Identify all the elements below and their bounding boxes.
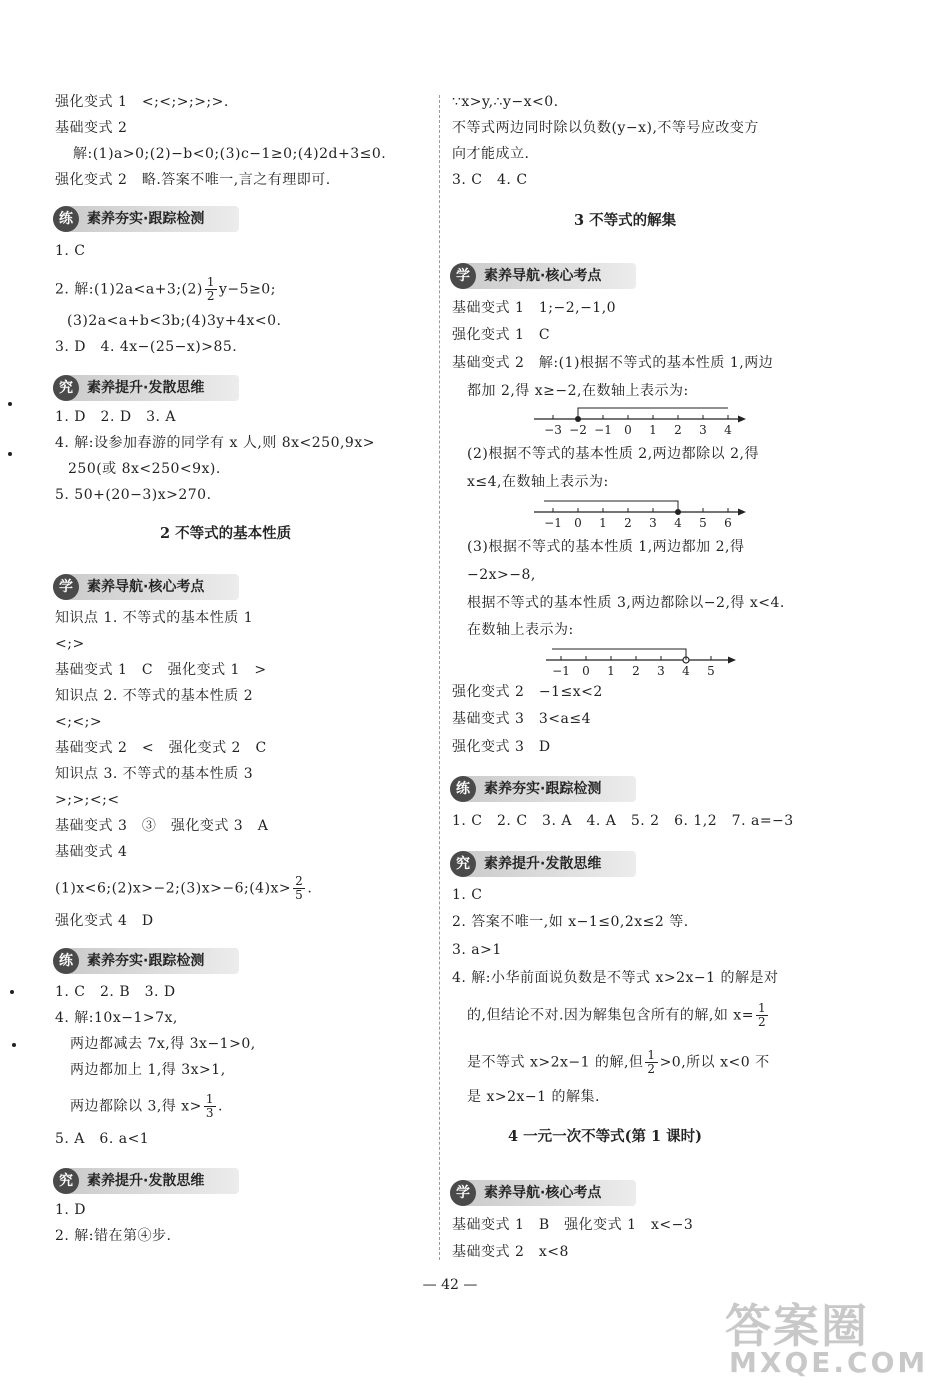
answer-line: 知识点 2. 不等式的基本性质 2 xyxy=(55,688,254,704)
column-divider xyxy=(439,95,440,1260)
answer-line: <;> xyxy=(55,636,85,652)
answer-line: 知识点 3. 不等式的基本性质 3 xyxy=(55,766,254,782)
badge-label: 素养夯实·跟踪检测 xyxy=(87,953,205,969)
answer-line: 1. C 2. B 3. D xyxy=(55,984,176,1000)
answer-line: 基础变式 2 解:(1)根据不等式的基本性质 1,两边 xyxy=(452,355,774,371)
answer-line: 两边都除以 3,得 x> $\frac{1}{3}$ . xyxy=(70,1092,223,1120)
answer-line: 是不等式 x>2x−1 的解,但 $\frac{1}{2}$ >0,所以 x<0 不 xyxy=(467,1048,770,1076)
badge-label: 素养导航·核心考点 xyxy=(484,1185,602,1201)
practice-icon: 练 xyxy=(53,206,79,232)
answer-line: (3)2a<a+b<3b;(4)3y+4x<0. xyxy=(67,313,282,329)
answer-line: <;<;> xyxy=(55,714,103,730)
number-line-label: 0 xyxy=(624,423,632,437)
number-line-label: 1 xyxy=(599,516,607,530)
number-line-label: −1 xyxy=(552,664,570,678)
number-line-label: 4 xyxy=(682,664,690,678)
answer-line: (3)根据不等式的基本性质 1,两边都加 2,得 xyxy=(467,539,745,555)
answer-line: 3. C 4. C xyxy=(452,172,528,188)
answer-line: (1)x<6;(2)x>−2;(3)x>−6;(4)x> $\frac{2}{5}$ . xyxy=(55,874,313,902)
answer-line: 是 x>2x−1 的解集. xyxy=(467,1089,600,1105)
number-line-label: 2 xyxy=(674,423,682,437)
answer-line: 基础变式 2 < 强化变式 2 C xyxy=(55,740,267,756)
section-badge-explore xyxy=(53,1168,239,1194)
margin-mark xyxy=(8,452,12,456)
answer-line: 2. 答案不唯一,如 x−1≤0,2x≤2 等. xyxy=(452,914,689,930)
number-line-label: 3 xyxy=(699,423,707,437)
answer-line: 强化变式 3 D xyxy=(452,739,551,755)
answer-line: 1. C 2. C 3. A 4. A 5. 2 6. 1,2 7. a=−3 xyxy=(452,813,794,829)
answer-line: 强化变式 2 −1≤x<2 xyxy=(452,684,603,700)
number-line-label: 2 xyxy=(632,664,640,678)
margin-mark xyxy=(10,990,14,994)
badge-label: 素养夯实·跟踪检测 xyxy=(87,211,205,227)
section-badge-practice xyxy=(450,776,636,802)
answer-line: 1. C xyxy=(452,887,483,903)
number-line-label: 4 xyxy=(674,516,682,530)
number-line-2 xyxy=(528,496,758,532)
section-badge-learn xyxy=(53,574,239,600)
number-line-label: 5 xyxy=(699,516,707,530)
number-line-label: −1 xyxy=(544,516,562,530)
answer-line: 1. C xyxy=(55,243,86,259)
answer-line: 基础变式 2 x<8 xyxy=(452,1244,569,1260)
learn-icon: 学 xyxy=(450,263,476,289)
explore-icon: 究 xyxy=(53,375,79,401)
answer-line: 解:(1)a>0;(2)−b<0;(3)c−1≥0;(4)2d+3≤0. xyxy=(73,146,387,162)
badge-label: 素养提升·发散思维 xyxy=(87,1173,205,1189)
badge-label: 素养导航·核心考点 xyxy=(484,268,602,284)
answer-line: −2x>−8, xyxy=(467,567,536,583)
answer-line: 向才能成立. xyxy=(452,146,530,162)
answer-line: 强化变式 2 略.答案不唯一,言之有理即可. xyxy=(55,172,331,188)
answer-line: 3. a>1 xyxy=(452,942,502,958)
margin-mark xyxy=(8,402,12,406)
section-badge-practice xyxy=(53,948,239,974)
badge-label: 素养导航·核心考点 xyxy=(87,579,205,595)
section-badge-explore xyxy=(53,375,239,401)
watermark-logo: 答案圈 MXQE.COM xyxy=(725,1299,928,1379)
answer-line: 基础变式 1 1;−2,−1,0 xyxy=(452,300,617,316)
learn-icon: 学 xyxy=(450,1180,476,1206)
answer-line: 强化变式 4 D xyxy=(55,913,154,929)
answer-line: 基础变式 3 3<a≤4 xyxy=(452,711,591,727)
section-badge-practice xyxy=(53,206,239,232)
margin-mark xyxy=(12,1043,16,1047)
answer-line: 基础变式 1 B 强化变式 1 x<−3 xyxy=(452,1217,694,1233)
section-badge-explore xyxy=(450,851,636,877)
answer-line: 4. 解:小华前面说负数是不等式 x>2x−1 的解是对 xyxy=(452,970,779,986)
answer-line: 1. D xyxy=(55,1202,87,1218)
answer-line: 都加 2,得 x≥−2,在数轴上表示为: xyxy=(467,383,689,399)
answer-line: (2)根据不等式的基本性质 2,两边都除以 2,得 xyxy=(467,446,759,462)
answer-line: 两边都加上 1,得 3x>1, xyxy=(70,1062,226,1078)
page-number: — 42 — xyxy=(422,1277,478,1293)
number-line-label: −1 xyxy=(594,423,612,437)
number-line-3 xyxy=(540,644,750,680)
answer-line: 基础变式 3 ③ 强化变式 3 A xyxy=(55,818,269,834)
section-title: 2 不等式的基本性质 xyxy=(160,525,292,542)
number-line-1 xyxy=(528,403,758,439)
answer-line: 基础变式 4 xyxy=(55,844,128,860)
answer-line: 4. 解:设参加春游的同学有 x 人,则 8x<250,9x> xyxy=(55,435,375,451)
number-line-label: 2 xyxy=(624,516,632,530)
answer-line: 5. A 6. a<1 xyxy=(55,1131,150,1147)
answer-line: 知识点 1. 不等式的基本性质 1 xyxy=(55,610,254,626)
number-line-label: 4 xyxy=(724,423,732,437)
answer-line: 强化变式 1 C xyxy=(452,327,551,343)
badge-label: 素养提升·发散思维 xyxy=(484,856,602,872)
badge-label: 素养提升·发散思维 xyxy=(87,380,205,396)
number-line-label: −3 xyxy=(544,423,562,437)
number-line-label: 6 xyxy=(724,516,732,530)
learn-icon: 学 xyxy=(53,574,79,600)
answer-line: 强化变式 1 <;<;>;>;>. xyxy=(55,94,229,110)
number-line-label: 1 xyxy=(607,664,615,678)
answer-line: 两边都减去 7x,得 3x−1>0, xyxy=(70,1036,256,1052)
answer-line: 的,但结论不对.因为解集包含所有的解,如 x= $\frac{1}{2}$ xyxy=(467,1001,767,1029)
answer-line: 不等式两边同时除以负数(y−x),不等号应改变方 xyxy=(452,120,759,136)
number-line-label: 0 xyxy=(582,664,590,678)
answer-line: x≤4,在数轴上表示为: xyxy=(467,474,609,490)
answer-line: >;>;<;< xyxy=(55,792,120,808)
answer-line: 250(或 8x<250<9x). xyxy=(68,461,221,477)
answer-line: ∵x>y,∴y−x<0. xyxy=(452,94,559,110)
answer-line: 4. 解:10x−1>7x, xyxy=(55,1010,178,1026)
number-line-label: 1 xyxy=(649,423,657,437)
answer-line: 2. 解:(1)2a<a+3;(2) $\frac{1}{2}$ y−5≥0; xyxy=(55,275,276,303)
explore-icon: 究 xyxy=(53,1168,79,1194)
number-line-label: 5 xyxy=(707,664,715,678)
answer-line: 根据不等式的基本性质 3,两边都除以−2,得 x<4. xyxy=(467,595,785,611)
answer-line: 在数轴上表示为: xyxy=(467,622,574,638)
answer-line: 基础变式 2 xyxy=(55,120,128,136)
practice-icon: 练 xyxy=(53,948,79,974)
explore-icon: 究 xyxy=(450,851,476,877)
answer-line: 5. 50+(20−3)x>270. xyxy=(55,487,212,503)
answer-line: 2. 解:错在第④步. xyxy=(55,1228,172,1244)
answer-line: 3. D 4. 4x−(25−x)>85. xyxy=(55,339,238,355)
answer-line: 1. D 2. D 3. A xyxy=(55,409,176,425)
section-title: 3 不等式的解集 xyxy=(574,212,677,229)
section-badge-learn xyxy=(450,263,636,289)
number-line-label: 3 xyxy=(657,664,665,678)
answer-line: 基础变式 1 C 强化变式 1 > xyxy=(55,662,267,678)
practice-icon: 练 xyxy=(450,776,476,802)
number-line-label: −2 xyxy=(569,423,587,437)
number-line-label: 0 xyxy=(574,516,582,530)
section-badge-learn xyxy=(450,1180,636,1206)
section-title: 4 一元一次不等式(第 1 课时) xyxy=(508,1128,703,1145)
badge-label: 素养夯实·跟踪检测 xyxy=(484,781,602,797)
number-line-label: 3 xyxy=(649,516,657,530)
